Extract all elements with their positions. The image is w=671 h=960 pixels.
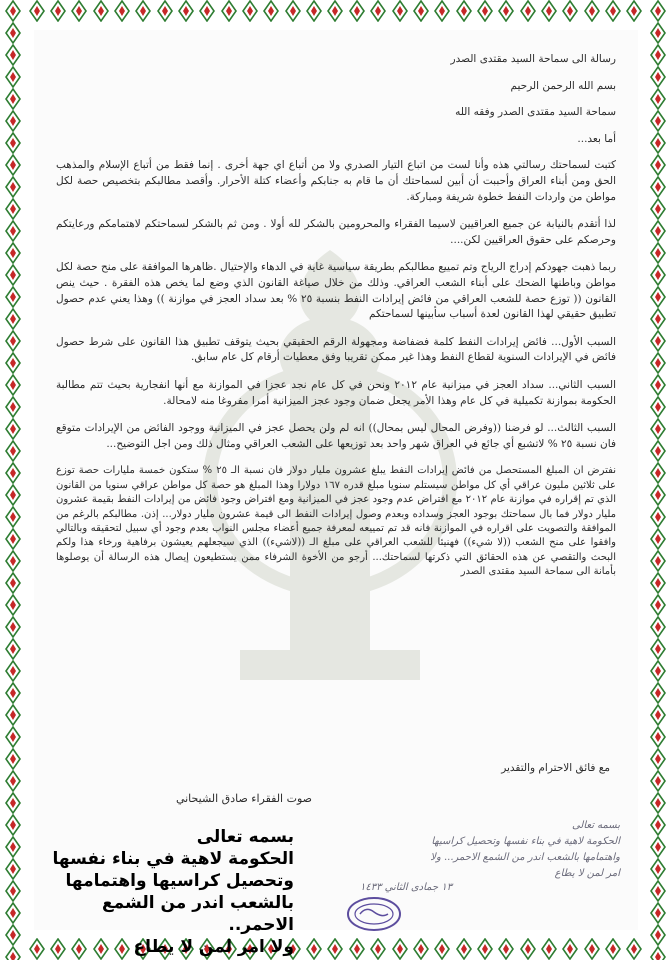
ornament-icon: [648, 396, 668, 418]
ornament-icon: [603, 0, 623, 22]
ornament-icon: [3, 198, 23, 220]
ornament-icon: [3, 242, 23, 264]
ornament-icon: [3, 528, 23, 550]
ornament-icon: [3, 682, 23, 704]
ornament-icon: [176, 0, 196, 22]
ornament-icon: [219, 0, 239, 22]
ornament-icon: [496, 0, 516, 22]
ornament-icon: [648, 528, 668, 550]
ornament-icon: [3, 616, 23, 638]
ornament-icon: [648, 770, 668, 792]
ornament-icon: [411, 0, 431, 22]
ornament-icon: [648, 594, 668, 616]
ornament-icon: [648, 176, 668, 198]
ornament-icon: [454, 0, 474, 22]
paragraph-reason-2: السبب الثاني... سداد العجز في ميزانية عام ٢٠١٢ ونحن في كل عام نجد عجزا في الموازنة مع أنها انفجارية بحيث تتم مطالبة الحكومة بموازنة تكميلية في كل عام وهذا الأمر يجعل ضمان وجود عجز الميزانية أمرا مفروغا منه لامحالة.: [56, 378, 616, 407]
ornament-icon: [3, 308, 23, 330]
ornament-icon: [3, 374, 23, 396]
ornament-icon: [3, 176, 23, 198]
handwritten-line: واهتمامها بالشعب اندر من الشمع الاحمر... ولا: [430, 852, 620, 863]
ornament-icon: [3, 638, 23, 660]
ornament-icon: [3, 352, 23, 374]
ornament-icon: [133, 0, 153, 22]
ornament-icon: [3, 330, 23, 352]
ornament-icon: [648, 154, 668, 176]
ornament-icon: [368, 0, 388, 22]
ornament-icon: [325, 938, 345, 960]
ornament-icon: [624, 938, 644, 960]
ornament-icon: [648, 682, 668, 704]
ornament-icon: [648, 484, 668, 506]
ornament-icon: [368, 938, 388, 960]
ornament-icon: [411, 938, 431, 960]
recipient-line: رسالة الى سماحة السيد مقتدى الصدر: [450, 53, 616, 65]
ornament-icon: [648, 946, 668, 960]
ornament-icon: [648, 22, 668, 44]
ornament-icon: [240, 0, 260, 22]
ornament-icon: [3, 550, 23, 572]
ornament-icon: [390, 938, 410, 960]
ornament-icon: [648, 220, 668, 242]
ornament-icon: [3, 858, 23, 880]
ornament-icon: [3, 924, 23, 946]
ornament-icon: [3, 594, 23, 616]
ornament-icon: [69, 0, 89, 22]
basmala-line: بسم الله الرحمن الرحيم: [510, 79, 616, 92]
ornament-icon: [3, 440, 23, 462]
ornament-icon: [432, 0, 452, 22]
ornament-icon: [648, 462, 668, 484]
ornament-icon: [454, 938, 474, 960]
ornament-icon: [3, 902, 23, 924]
ornament-icon: [3, 572, 23, 594]
ornament-icon: [283, 0, 303, 22]
sender-signature: صوت الفقراء صادق الشيحاني: [175, 792, 312, 805]
ornament-icon: [475, 0, 495, 22]
ornament-icon: [91, 0, 111, 22]
amma-baad-line: أما بعد...: [577, 132, 616, 145]
ornament-icon: [648, 286, 668, 308]
ornament-icon: [648, 242, 668, 264]
ornament-icon: [648, 110, 668, 132]
reply-date: ١٣ جمادى الثاني ١٤٣٣: [360, 882, 453, 893]
ornament-icon: [3, 132, 23, 154]
letter-body: [56, 52, 616, 592]
ornament-icon: [3, 484, 23, 506]
ornament-icon: [648, 572, 668, 594]
handwritten-line: الحكومة لاهية في بناء نفسها وتحصيل كراسيها: [431, 836, 620, 847]
ornament-icon: [648, 330, 668, 352]
ornament-icon: [3, 814, 23, 836]
ornament-icon: [648, 858, 668, 880]
ornament-icon: [3, 154, 23, 176]
ornament-icon: [3, 462, 23, 484]
ornament-icon: [518, 0, 538, 22]
ornament-icon: [3, 770, 23, 792]
ornament-icon: [539, 0, 559, 22]
ornament-icon: [624, 0, 644, 22]
ornament-icon: [475, 938, 495, 960]
ornament-icon: [3, 44, 23, 66]
handwritten-line: بسمه تعالى: [571, 820, 620, 831]
ornament-icon: [560, 0, 580, 22]
ornament-icon: [27, 0, 47, 22]
paragraph-intro: كتبت لسماحتك رسالتي هذه وأنا لست من اتباع التيار الصدري ولا من أتباع اي جهة أخرى . إنما فقط من أتباع الإسلام والمذهب الحق ومن أبناء العراق وأحببت أن أبين لسماحتك أن ما قام به جنابكم وأعضاء كتلة الأحرار. وأقصد مطالبكم بتخصيص حصة لكل مواطن من واردات النفط خطوة شريفة ومباركة.: [56, 159, 616, 203]
ornament-icon: [3, 946, 23, 960]
ornament-icon: [648, 880, 668, 902]
paragraph-reason-1: السبب الأول... فائض إيرادات النفط كلمة فضفاضة ومجهولة الرقم الحقيقي بحيث يتوقف تطبيق هذا القانون على شرط حصول فائض في الإيرادات السنوية لقطاع النفط وهذا غير ممكن تقريبا وفق معطيات أرقام كل عام سابق.: [56, 335, 616, 364]
ornament-icon: [648, 836, 668, 858]
ornament-icon: [3, 286, 23, 308]
office-stamp-icon: [346, 896, 402, 932]
ornament-icon: [648, 638, 668, 660]
overlay-line: الحكومة لاهية في بناء نفسها: [52, 849, 294, 869]
ornament-icon: [648, 418, 668, 440]
ornament-icon: [648, 352, 668, 374]
handwritten-line: امر لمن لا يطاع: [554, 868, 620, 879]
overlay-caption: [32, 826, 294, 958]
ornament-icon: [155, 0, 175, 22]
ornament-icon: [48, 0, 68, 22]
ornament-icon: [648, 132, 668, 154]
ornament-icon: [3, 506, 23, 528]
ornament-icon: [603, 938, 623, 960]
overlay-line: بالشعب اندر من الشمع الاحمر..: [102, 893, 294, 935]
ornament-icon: [3, 726, 23, 748]
ornament-icon: [648, 198, 668, 220]
ornament-icon: [347, 0, 367, 22]
ornament-icon: [648, 66, 668, 88]
ornament-icon: [496, 938, 516, 960]
ornament-icon: [539, 938, 559, 960]
overlay-line: وتحصيل كراسيها واهتمامها: [65, 871, 294, 891]
paragraph-reason-3: السبب الثالث... لو فرضنا ((وفرض المحال ليس بمحال)) انه لم ولن يحصل عجز في الميزانية ووجود الفائض من الإيرادات متوقع فان نسبة ٢٥ % لاتشبع أي جائع في العراق شهر واحد بعد توزيعها على الشعب العراقي ومثال ذلك ومن اجل التوضيح...: [56, 422, 616, 450]
ornament-icon: [648, 550, 668, 572]
ornament-icon: [648, 792, 668, 814]
ornament-icon: [648, 726, 668, 748]
ornament-icon: [3, 418, 23, 440]
ornament-icon: [648, 660, 668, 682]
ornament-icon: [3, 22, 23, 44]
ornament-icon: [261, 0, 281, 22]
ornament-icon: [648, 264, 668, 286]
ornament-icon: [3, 660, 23, 682]
ornament-icon: [304, 0, 324, 22]
ornament-icon: [304, 938, 324, 960]
overlay-line: بسمه تعالى: [196, 827, 294, 847]
ornament-icon: [648, 902, 668, 924]
ornament-icon: [648, 704, 668, 726]
ornament-icon: [518, 938, 538, 960]
ornament-icon: [3, 836, 23, 858]
ornament-icon: [648, 0, 668, 22]
ornament-icon: [648, 440, 668, 462]
ornament-icon: [3, 396, 23, 418]
ornament-icon: [648, 814, 668, 836]
ornament-icon: [390, 0, 410, 22]
ornament-icon: [112, 0, 132, 22]
ornament-icon: [3, 0, 23, 22]
right-ornament-border: [645, 0, 671, 960]
ornament-icon: [648, 506, 668, 528]
ornament-icon: [3, 220, 23, 242]
ornament-icon: [648, 924, 668, 946]
left-ornament-border: [0, 0, 26, 960]
ornament-icon: [3, 66, 23, 88]
ornament-icon: [3, 880, 23, 902]
ornament-icon: [648, 88, 668, 110]
ornament-icon: [3, 748, 23, 770]
ornament-icon: [648, 616, 668, 638]
ornament-icon: [648, 44, 668, 66]
ornament-icon: [347, 938, 367, 960]
ornament-icon: [3, 704, 23, 726]
paragraph-example: نفترض ان المبلغ المستحصل من فائض إيرادات النفط يبلغ عشرون مليار دولار فان نسبة الـ ٢٥ % ستكون خمسة مليارات حصة توزع على ثلاثين مليون عراقي أي كل مواطن سيستلم سنويا مبلغ قدره ١٦٧ دولارا وهذا المبلغ هو حصة كل مواطن عراقي سنويا من القانون الذي تم إقراره في موازنة عام ٢٠١٢ مع افتراض عدم وجود عجز في الميزانية ومع افتراض وجود فائض من إيرادات النفط بقيمة عشرون مليار دولار فما بال سماحتك بوجود العجز وسداده وبعدم وصول إيرادات النفط الى قيمة عشرون مليار دولار... إذن. مطالبكم بالرغم من الموافقة والتصويت على اقراره في الموازنة فانه قد تم تمييعه لمعرفة جميع أعضاء مجلس النواب بعدم وجود أي سبيل لتحقيقه وبالتالي وافقوا على منح الشعب ((لا شيء)) فهنيئا للشعب العراقي على مبلغ الـ ((لاشيء)) الذي سيجعلهم يعيشون برفاهية ورخاء هذا ولكم البحث والتقصي عن هذه الحقائق التي ذكرتها لسماحتك... أرجو من الأخوة الشرفاء ممن يستطيعون إيصال هذه الرسالة أن يوصلوها بأمانة الى سماحة السيد مقتدى الصدر: [56, 465, 616, 578]
paragraph-thanks: لذا أتقدم بالنيابة عن جميع العراقيين لاسيما الفقراء والمحرومين بالشكر لله أولا . ومن ثم بالشكر لسماحتكم لاهتمامكم ورعايتكم وحرصكم على حقوق العراقيين لكن....: [56, 218, 616, 246]
ornament-icon: [3, 264, 23, 286]
paragraph-law: ربما ذهبت جهودكم إدراج الرياح وتم تمييع مطالبكم بطريقة سياسية غاية في الدهاء والإحتيال .ظاهرها الموافقة على منح حصة لكل مواطن وباطنها الضحك على أبناء الشعب العراقي. وذلك من خلال صياغة القانون الذي وضع لما يخص هذه الفقرة . حيث ينص القانون (( توزع حصة للشعب العراقي من فائض إيرادات النفط بنسبة ٢٥ % بعد سداد العجز في موازنة )) وهذا يعني عدم حصول تطبيق حقيقي لهذا القانون لعدة أسباب سأبينها لسماحتكم: [56, 261, 616, 321]
ornament-icon: [3, 88, 23, 110]
ornament-icon: [648, 748, 668, 770]
top-ornament-border: [26, 0, 645, 22]
regards-line: مع فائق الاحترام والتقدير: [501, 762, 610, 774]
ornament-icon: [3, 792, 23, 814]
overlay-line: ولا امر لمن لا يطاع: [133, 937, 294, 957]
ornament-icon: [3, 110, 23, 132]
salutation-line: سماحة السيد مقتدى الصدر وفقه الله: [455, 106, 616, 119]
ornament-icon: [560, 938, 580, 960]
ornament-icon: [582, 938, 602, 960]
ornament-icon: [325, 0, 345, 22]
ornament-icon: [648, 308, 668, 330]
ornament-icon: [197, 0, 217, 22]
ornament-icon: [432, 938, 452, 960]
ornament-icon: [582, 0, 602, 22]
ornament-icon: [648, 374, 668, 396]
